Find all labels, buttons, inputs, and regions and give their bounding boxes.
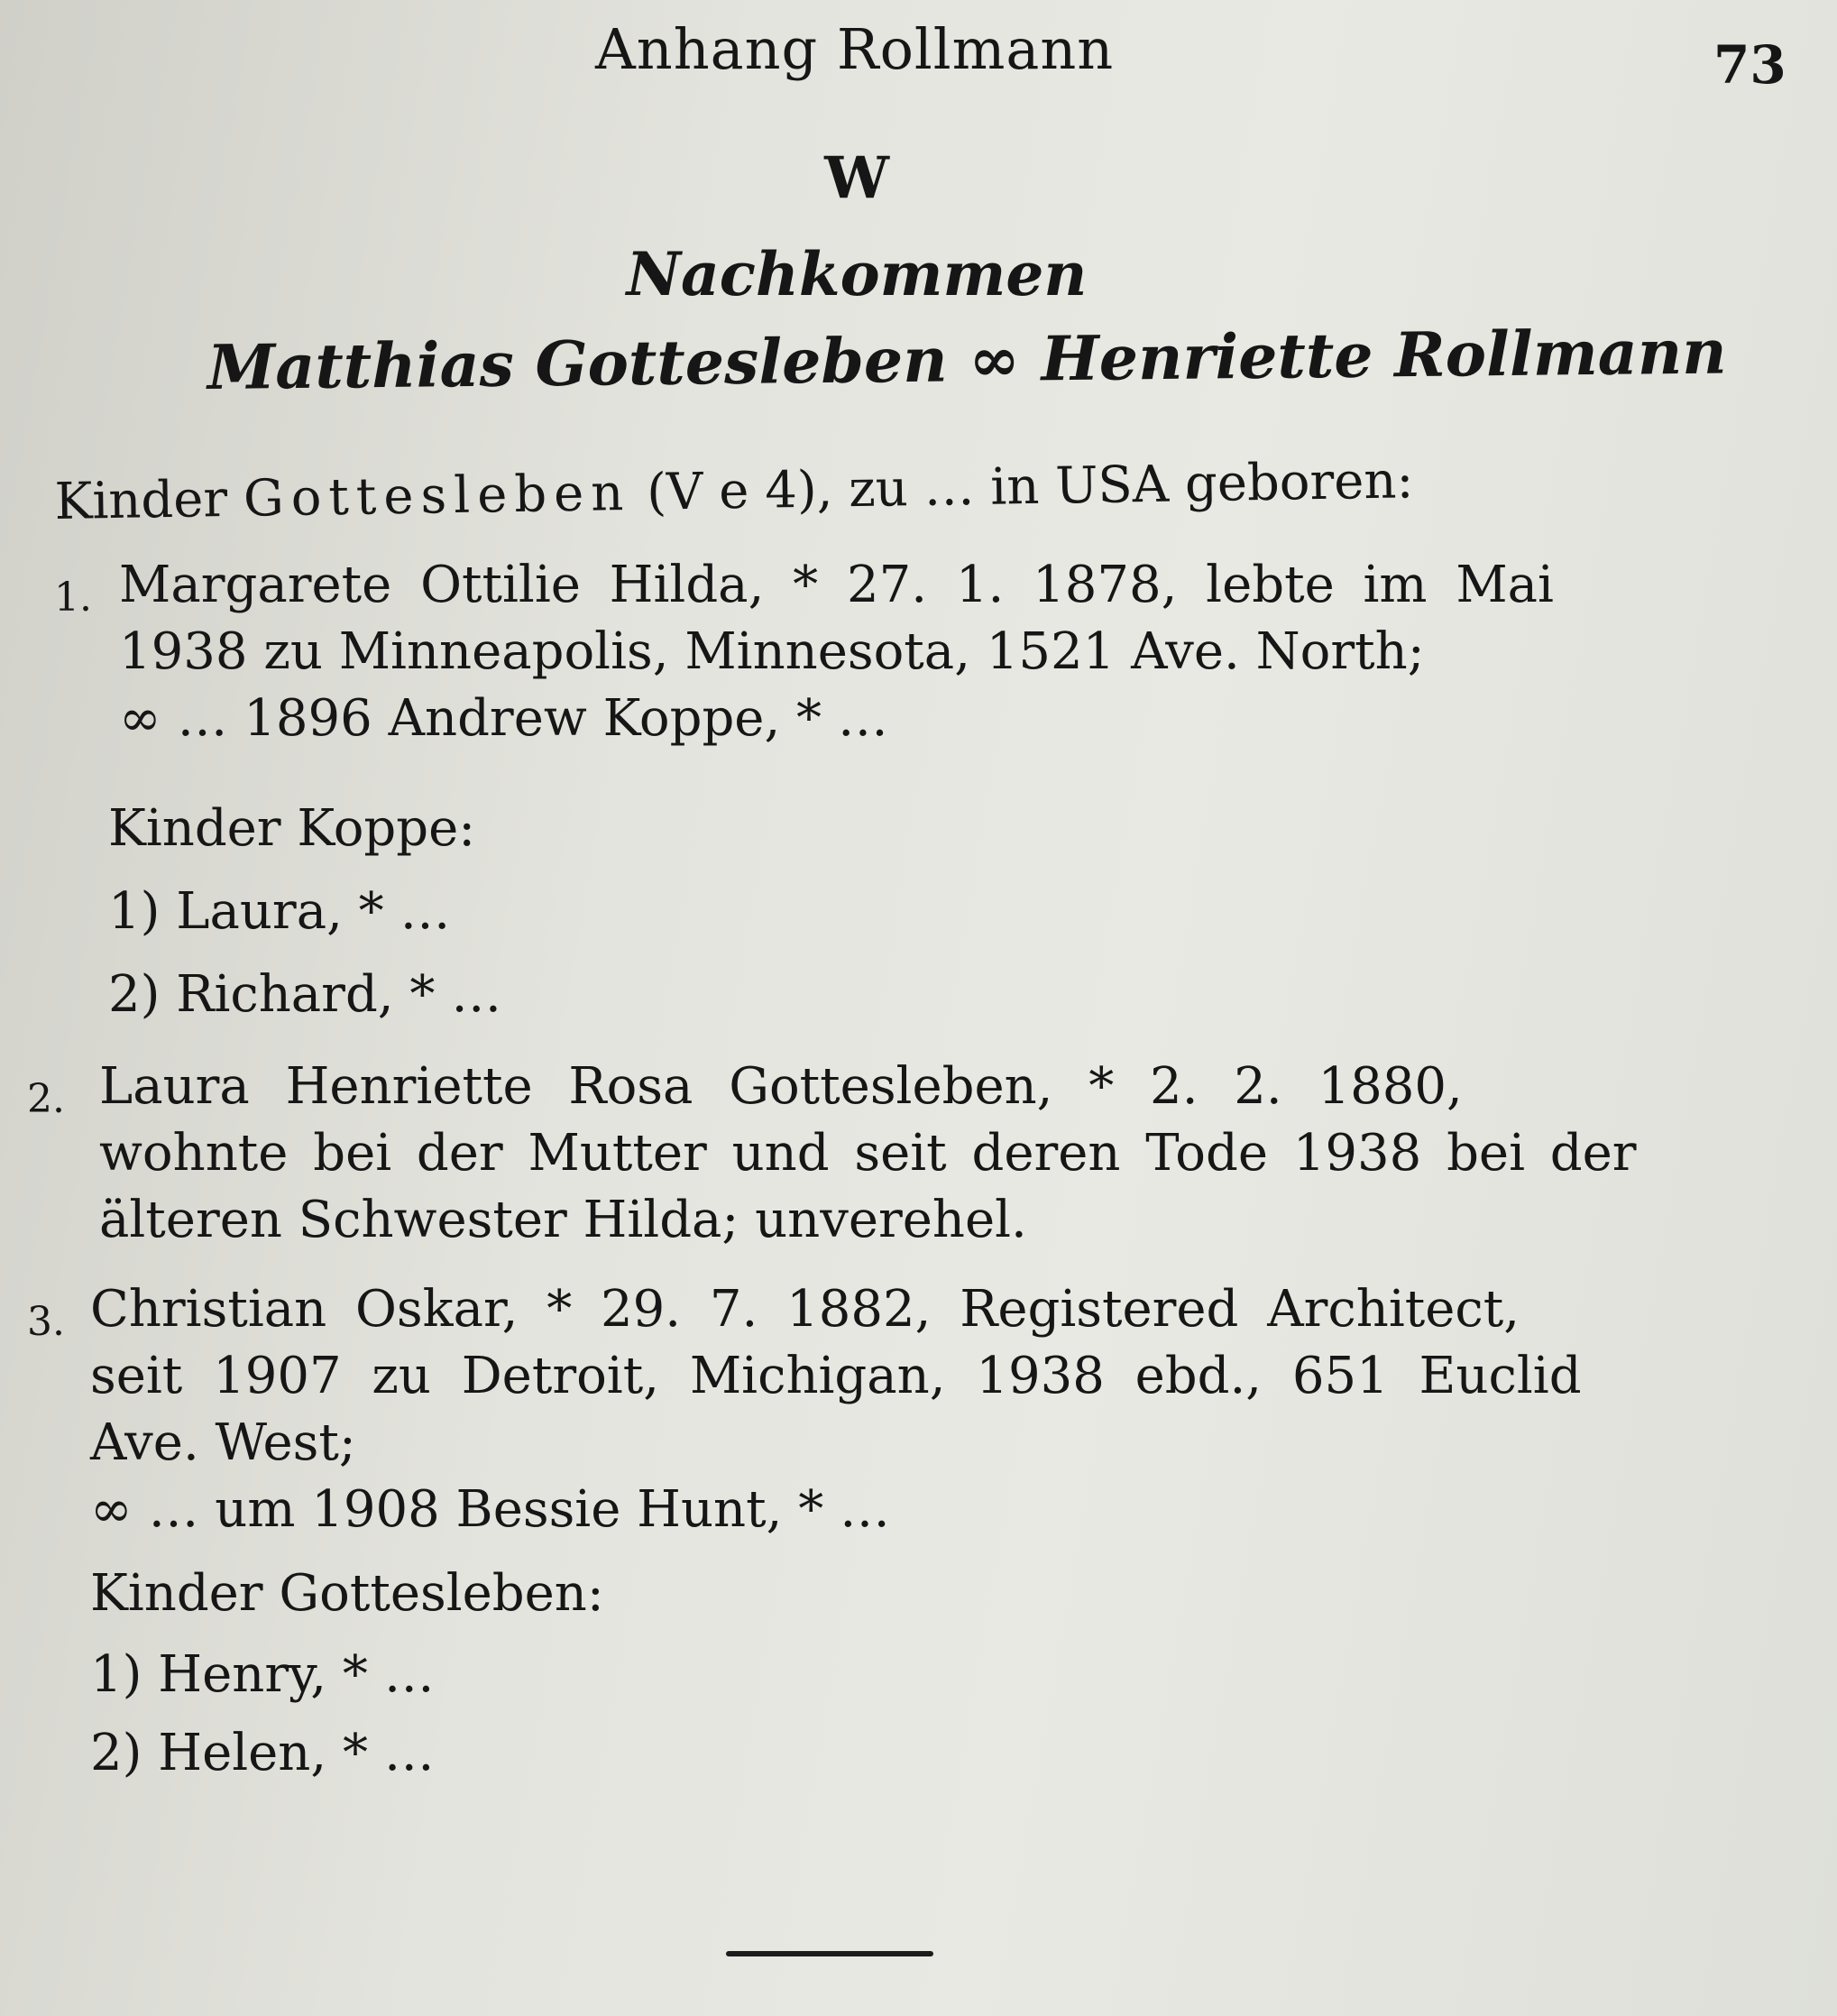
- end-rule: [726, 1951, 933, 1956]
- entry-line: ∞ … 1896 Andrew Koppe, * …: [119, 689, 888, 748]
- entry-line: Laura Henriette Rosa Gottesleben, * 2. 2. 1880,: [99, 1057, 1463, 1116]
- entry-text: [119, 552, 1778, 752]
- running-head: Anhang Rollmann: [595, 16, 1115, 82]
- children-heading: Kinder Koppe:: [108, 799, 476, 858]
- entry-line: Margarete Ottilie Hilda, * 27. 1. 1878, lebte im Mai: [119, 556, 1554, 614]
- page-number: 73: [1713, 34, 1786, 96]
- entry-line: älteren Schwester Hilda; unverehel.: [99, 1191, 1027, 1249]
- child-item: 2) Helen, * …: [90, 1724, 435, 1782]
- entry-line: 1938 zu Minneapolis, Minnesota, 1521 Ave. North;: [119, 622, 1425, 681]
- entry-text: [90, 1276, 1750, 1543]
- entry-number: 1.: [54, 575, 92, 621]
- entry-text: [99, 1054, 1759, 1254]
- entry-line: wohnte bei der Mutter und seit deren Tode 1938 bei der: [99, 1124, 1637, 1183]
- section-letter: W: [824, 144, 889, 212]
- child-item: 2) Richard, * …: [108, 965, 502, 1024]
- children-heading: Kinder Gottesleben:: [90, 1564, 604, 1623]
- child-item: 1) Laura, * …: [108, 882, 451, 941]
- entry-line: Christian Oskar, * 29. 7. 1882, Registered Architect,: [90, 1280, 1520, 1339]
- entry-line: seit 1907 zu Detroit, Michigan, 1938 ebd., 651 Euclid: [90, 1347, 1582, 1405]
- intro-prefix: Kinder: [54, 469, 228, 531]
- entry-number: 2.: [27, 1076, 65, 1122]
- child-item: 1) Henry, * …: [90, 1645, 435, 1704]
- section-title: Nachkommen: [626, 239, 1088, 309]
- entry-line: ∞ … um 1908 Bessie Hunt, * …: [90, 1480, 891, 1539]
- section-subtitle: Matthias Gottesleben ∞ Henriette Rollmann: [207, 316, 1728, 405]
- entry-line: Ave. West;: [90, 1413, 356, 1472]
- intro-suffix: (V e 4), zu … in USA geboren:: [646, 451, 1414, 522]
- intro-surname: Gottesleben: [243, 463, 631, 529]
- intro-line: [54, 447, 1414, 536]
- entry-number: 3.: [27, 1299, 65, 1345]
